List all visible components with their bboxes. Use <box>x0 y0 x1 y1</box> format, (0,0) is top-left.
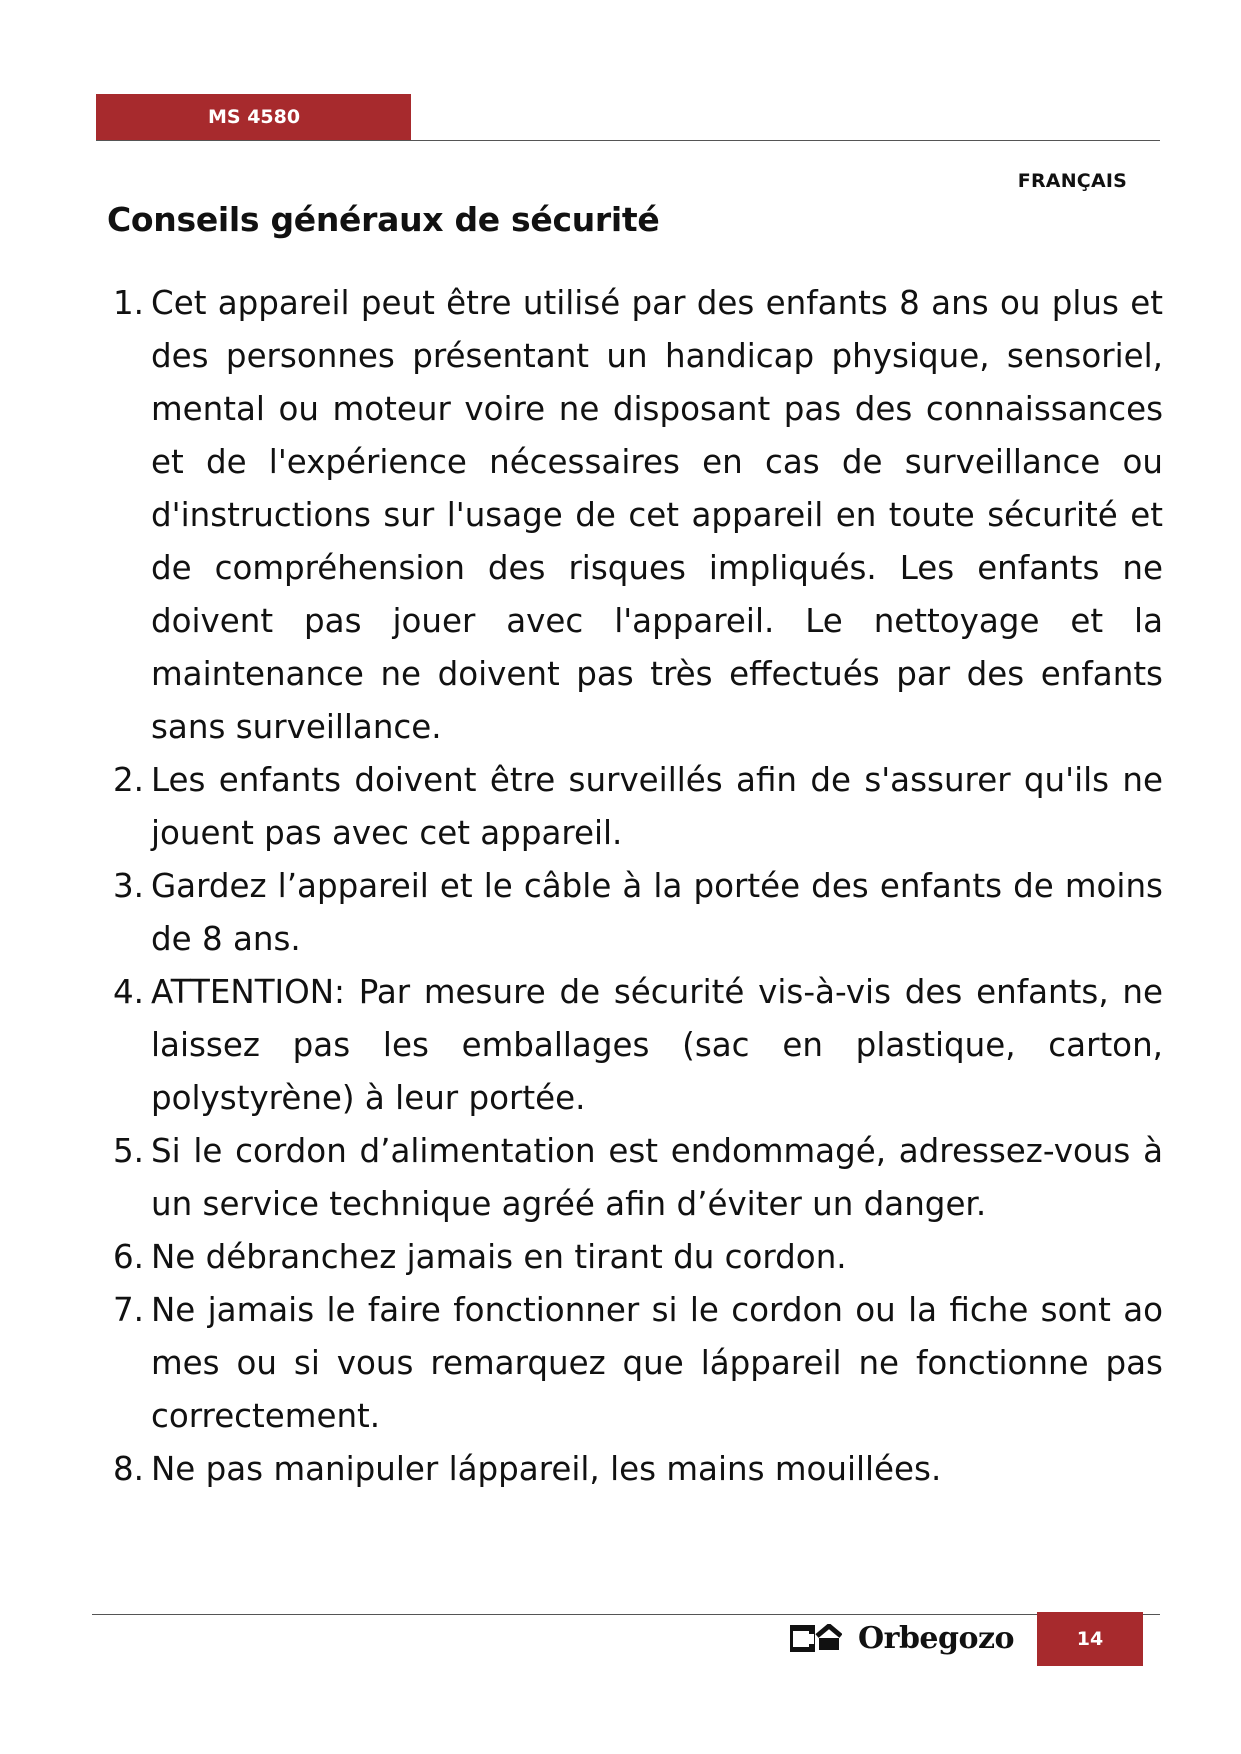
list-item <box>113 1231 1163 1284</box>
brand-mark-icon <box>790 1624 842 1652</box>
list-item-number: 8. <box>113 1450 145 1488</box>
list-item-text: ATTENTION: Par mesure de sécurité vis-à-vis des enfants, ne laissez pas les emballages (sac en plastique, carton, polystyrène) à leur portée. <box>151 973 1163 1117</box>
list-item-text: Ne jamais le faire fonctionner si le cordon ou la fiche sont ao mes ou si vous remarquez que láppareil ne fonctionne pas correctement. <box>151 1291 1163 1435</box>
list-item-number: 6. <box>113 1238 145 1276</box>
list-item <box>113 1284 1163 1443</box>
list-item <box>113 860 1163 966</box>
brand-logo <box>790 1612 1014 1664</box>
page-title: Conseils généraux de sécurité <box>107 200 660 239</box>
list-item <box>113 277 1163 754</box>
list-item-number: 3. <box>113 867 145 905</box>
list-item <box>113 1125 1163 1231</box>
list-item-text: Ne débranchez jamais en tirant du cordon. <box>151 1238 847 1276</box>
list-item-text: Ne pas manipuler láppareil, les mains mouillées. <box>151 1450 942 1488</box>
list-item-text: Cet appareil peut être utilisé par des enfants 8 ans ou plus et des personnes présentant un handicap physique, sensoriel, mental ou moteur voire ne disposant pas des connaissances et de l'expérience nécessaires en cas de surveillance ou d'instructions sur l'usage de cet appareil en toute sécurité et de compréhension des risques impliqués. Les enfants ne doivent pas jouer avec l'appareil. Le nettoyage et la maintenance ne doivent pas très effectués par des enfants sans surveillance. <box>151 284 1163 746</box>
list-item-number: 7. <box>113 1291 145 1329</box>
list-item <box>113 966 1163 1125</box>
list-item <box>113 754 1163 860</box>
header-divider <box>96 140 1160 141</box>
list-item <box>113 1443 1163 1496</box>
list-item-number: 1. <box>113 284 145 322</box>
brand-name: Orbegozo <box>858 1620 1015 1656</box>
model-label: MS 4580 <box>96 94 411 140</box>
safety-list <box>113 277 1163 1496</box>
list-item-number: 4. <box>113 973 145 1011</box>
list-item-text: Si le cordon d’alimentation est endommagé, adressez-vous à un service technique agréé afin d’éviter un danger. <box>151 1132 1163 1223</box>
list-item-number: 2. <box>113 761 145 799</box>
page-number: 14 <box>1037 1612 1143 1666</box>
list-item-text: Les enfants doivent être surveillés afin de s'assurer qu'ils ne jouent pas avec cet appareil. <box>151 761 1163 852</box>
list-item-number: 5. <box>113 1132 145 1170</box>
list-item-text: Gardez l’appareil et le câble à la portée des enfants de moins de 8 ans. <box>151 867 1163 958</box>
language-label: FRANÇAIS <box>1017 170 1127 192</box>
